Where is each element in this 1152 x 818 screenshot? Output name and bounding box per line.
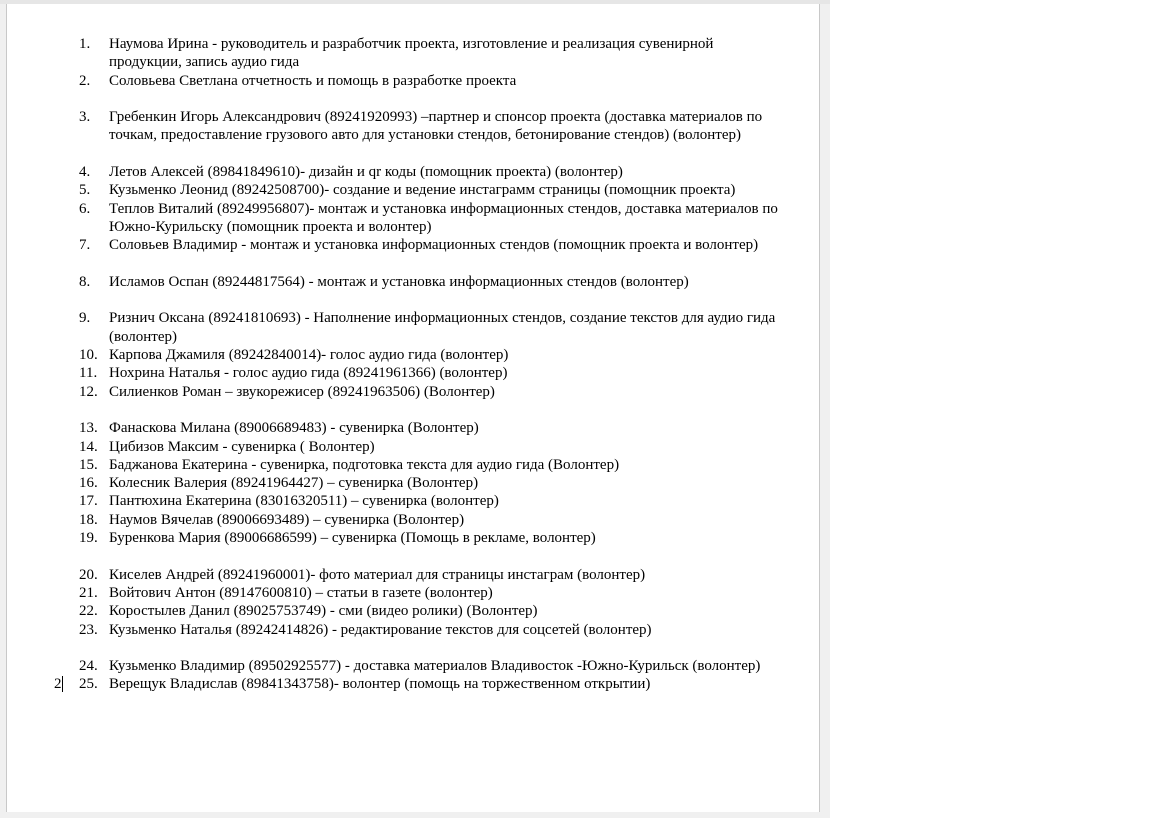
list-item xyxy=(79,621,779,639)
list-item-text: Силиенков Роман – звукорежисер (89241963506) (Волонтер) xyxy=(109,383,495,400)
list-item-number: 12. xyxy=(79,383,98,400)
list-item xyxy=(79,108,779,145)
list-item-number: 3. xyxy=(79,109,91,126)
list-item-text: Наумова Ирина - руководитель и разработчик проекта, изготовление и реализация сувенирной продукции, запись аудио гида xyxy=(109,36,714,71)
list-item-number: 1. xyxy=(79,36,91,52)
list-item-text: Исламов Оспан (89244817564) - монтаж и установка информационных стендов (волонтер) xyxy=(109,273,689,290)
list-item-number: 14. xyxy=(79,438,98,455)
list-item-text: Кузьменко Наталья (89242414826) - редактирование текстов для соцсетей (волонтер) xyxy=(109,621,652,638)
list-item xyxy=(79,163,779,181)
list-item-text: Фанаскова Милана (89006689483) - сувенирка (Волонтер) xyxy=(109,420,479,437)
list-item xyxy=(79,419,779,437)
list-item-text: Соловьева Светлана отчетность и помощь в разработке проекта xyxy=(109,72,517,89)
list-item xyxy=(79,474,779,492)
list-item-number: 13. xyxy=(79,420,98,437)
list-item xyxy=(79,529,779,547)
list-item-number: 18. xyxy=(79,511,98,528)
list-item-text: Баджанова Екатерина - сувенирка, подготовка текста для аудио гида (Волонтер) xyxy=(109,456,620,473)
list-item xyxy=(79,181,779,199)
list-item-number: 4. xyxy=(79,164,91,181)
list-item-text: Верещук Владислав (89841343758)- волонтер (помощь на торжественном открытии) xyxy=(109,676,651,693)
list-item xyxy=(79,456,779,474)
list-item-text: Летов Алексей (89841849610)- дизайн и qr коды (помощник проекта) (волонтер) xyxy=(109,164,623,181)
list-item-text: Войтович Антон (89147600810) – статьи в газете (волонтер) xyxy=(109,584,493,601)
list-item xyxy=(79,236,779,254)
list-item-text: Наумов Вячелав (89006693489) – сувенирка (Волонтер) xyxy=(109,511,465,528)
list-item-number: 11. xyxy=(79,365,98,382)
document-page[interactable] xyxy=(6,4,820,812)
list-item xyxy=(79,346,779,364)
participant-list xyxy=(79,35,779,694)
list-item-text: Теплов Виталий (89249956807)- монтаж и установка информационных стендов, доставка материалов по Южно-Курильску (помощник проекта и волонтер) xyxy=(109,200,778,235)
list-item-number: 2. xyxy=(79,72,91,89)
list-item-number: 20. xyxy=(79,566,98,583)
list-item-number: 15. xyxy=(79,456,98,473)
list-item-number: 7. xyxy=(79,237,91,254)
list-item-number: 10. xyxy=(79,347,98,364)
list-item xyxy=(79,492,779,510)
list-item-text: Коростылев Данил (89025753749) - сми (видео ролики) (Волонтер) xyxy=(109,603,538,620)
list-item-text: Буренкова Мария (89006686599) – сувенирка (Помощь в рекламе, волонтер) xyxy=(109,530,596,547)
list-item xyxy=(79,584,779,602)
list-item-number: 19. xyxy=(79,530,98,547)
stray-character: 2 xyxy=(54,676,62,692)
list-item-text: Карпова Джамиля (89242840014)- голос аудио гида (волонтер) xyxy=(109,347,509,364)
list-item-number: 17. xyxy=(79,493,98,510)
list-item-text: Цибизов Максим - сувенирка ( Волонтер) xyxy=(109,438,375,455)
list-item xyxy=(79,273,779,291)
list-item-number: 9. xyxy=(79,310,91,327)
list-item-text: Колесник Валерия (89241964427) – сувенирка (Волонтер) xyxy=(109,475,479,492)
list-item-text: Киселев Андрей (89241960001)- фото материал для страницы инстаграм (волонтер) xyxy=(109,566,646,583)
list-item xyxy=(79,511,779,529)
list-item-text: Нохрина Наталья - голос аудио гида (89241961366) (волонтер) xyxy=(109,365,508,382)
list-item-text: Кузьменко Владимир (89502925577) - доставка материалов Владивосток -Южно-Курильск (волонтер) xyxy=(109,658,761,675)
list-item-text: Ризнич Оксана (89241810693) - Наполнение информационных стендов, создание текстов для аудио гида (волонтер) xyxy=(109,310,776,345)
list-item-number: 5. xyxy=(79,182,91,199)
list-item-text: Кузьменко Леонид (89242508700)- создание и ведение инстаграмм страницы (помощник проекта) xyxy=(109,182,736,199)
list-item xyxy=(79,657,779,675)
list-item-number: 16. xyxy=(79,475,98,492)
list-item-number: 6. xyxy=(79,200,91,217)
list-item xyxy=(79,566,779,584)
list-item-number: 21. xyxy=(79,584,98,601)
list-item-text: Соловьев Владимир - монтаж и установка информационных стендов (помощник проекта и волонтер) xyxy=(109,237,759,254)
list-item-number: 8. xyxy=(79,273,91,290)
list-item xyxy=(79,602,779,620)
list-item xyxy=(79,72,779,90)
list-item xyxy=(79,309,779,346)
list-item-number: 23. xyxy=(79,621,98,638)
list-item xyxy=(79,200,779,237)
text-cursor xyxy=(62,676,63,692)
list-item xyxy=(79,383,779,401)
list-item-text: Пантюхина Екатерина (83016320511) – сувенирка (волонтер) xyxy=(109,493,499,510)
list-item-number: 25. xyxy=(79,676,98,693)
list-item xyxy=(79,35,779,72)
list-item xyxy=(79,675,779,693)
list-item xyxy=(79,364,779,382)
list-item xyxy=(79,438,779,456)
list-item-number: 24. xyxy=(79,658,98,675)
list-item-text: Гребенкин Игорь Александрович (89241920993) –партнер и спонсор проекта (доставка материалов по точкам, предоставление грузового авто для установки стендов, бетонирование стендов) (волонтер) xyxy=(109,109,763,144)
list-item-number: 22. xyxy=(79,603,98,620)
